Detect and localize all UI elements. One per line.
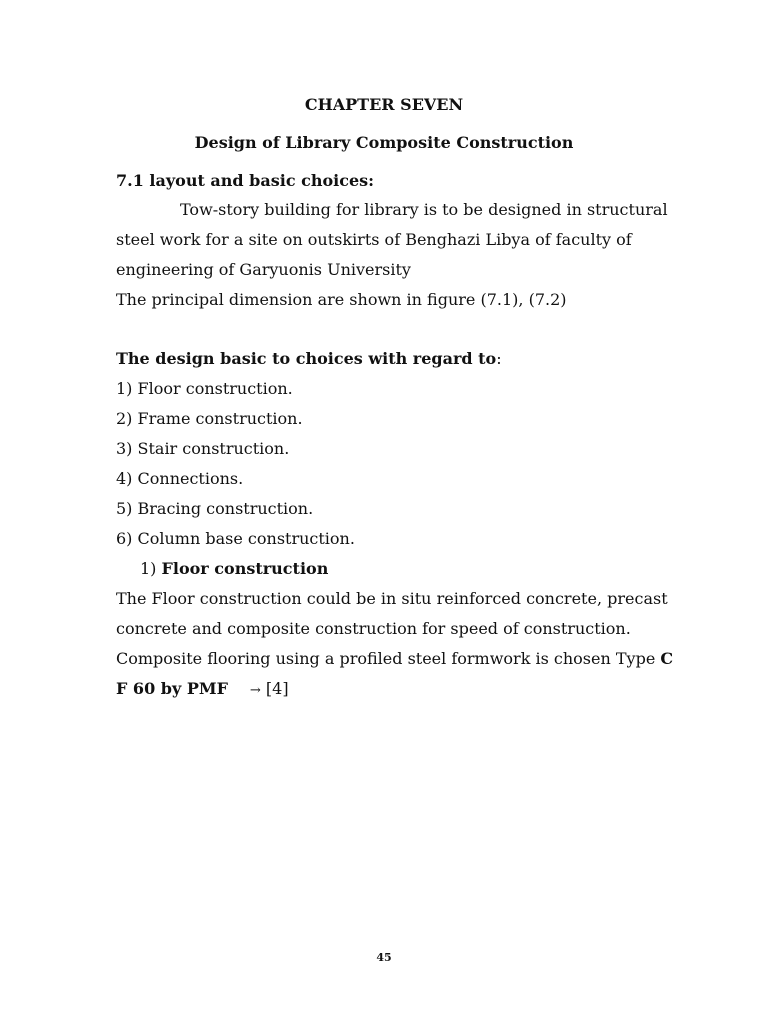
chapter-heading: CHAPTER SEVEN [304,95,464,114]
choice-item: 5) Bracing construction. [116,499,314,518]
choices-heading-colon: : [496,349,502,368]
choice-item: 6) Column base construction. [116,529,355,548]
reference-citation: [4] [265,679,289,698]
product-name: F 60 by PMF [116,679,228,698]
body-line-3 [116,649,673,669]
intro-line-2: steel work for a site on outskirts of Benghazi Libya of faculty of [116,230,632,249]
intro-line-4: The principal dimension are shown in figure (7.1), (7.2) [116,290,567,309]
page-number: 45 [376,951,392,964]
body-line-3-text: Composite flooring using a profiled steel formwork is chosen Type [116,649,661,668]
subsection-title: Floor construction [161,559,329,578]
choices-heading [116,349,502,369]
subsection-number: 1) [140,559,157,578]
intro-line-1: Tow-story building for library is to be designed in structural [180,200,668,219]
subsection-heading [140,559,328,579]
body-line-1: The Floor construction could be in situ reinforced concrete, precast [116,589,668,608]
choice-item: 3) Stair construction. [116,439,290,458]
choices-heading-text: The design basic to choices with regard to [116,349,497,368]
body-line-3-bold: C [660,649,674,668]
choice-item: 4) Connections. [116,469,244,488]
section-heading: 7.1 layout and basic choices: [116,171,375,190]
intro-line-3: engineering of Garyuonis University [116,260,411,279]
choice-item: 1) Floor construction. [116,379,293,398]
chapter-title: Design of Library Composite Construction [194,133,574,152]
arrow-icon: → [249,683,261,698]
body-line-2: concrete and composite construction for speed of construction. [116,619,631,638]
choice-item: 2) Frame construction. [116,409,303,428]
body-line-4 [116,679,289,701]
